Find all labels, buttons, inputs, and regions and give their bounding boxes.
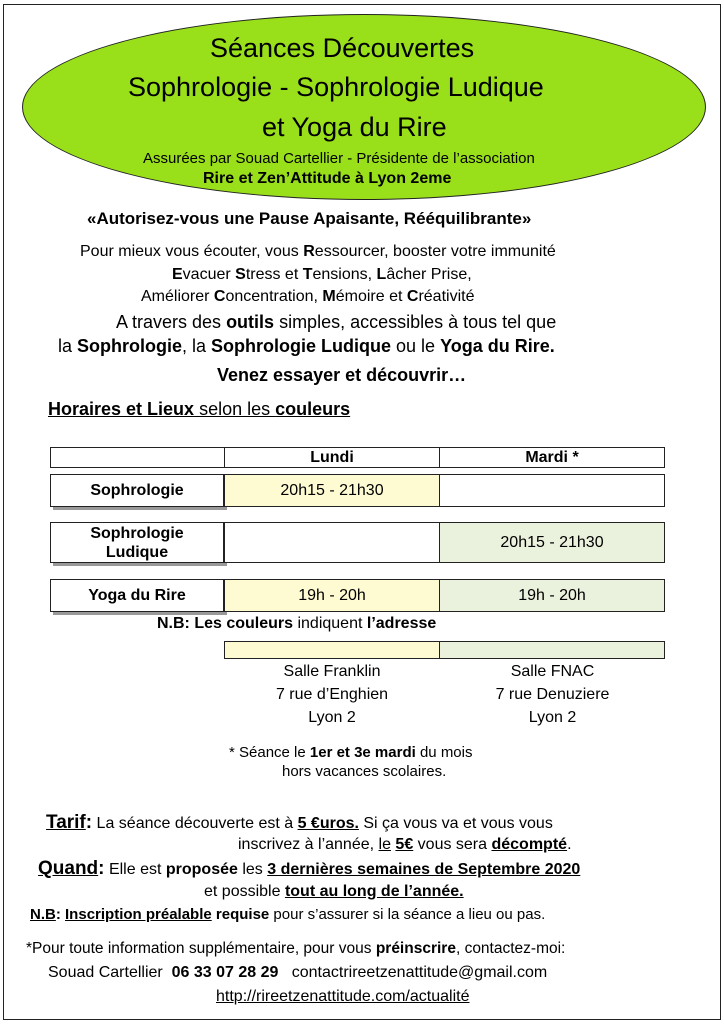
row-label-sophrologie-ludique: Sophrologie Ludique: [50, 522, 224, 563]
contact-email[interactable]: contactrireetzenattitude@gmail.com: [291, 964, 548, 981]
column-header-lundi: Lundi: [224, 447, 440, 468]
location-swatch-franklin: [224, 641, 440, 659]
cell-sophrologie-mardi: [440, 474, 665, 507]
footnote-line-2: hors vacances scolaires.: [282, 763, 447, 780]
colour-note: N.B: Les couleurs indiquent l’adresse: [157, 615, 437, 632]
location-name: Salle Franklin: [283, 663, 381, 680]
website-link[interactable]: http://rireetzenattitude.com/actualité: [216, 988, 470, 1005]
title-line-3: et Yoga du Rire: [262, 112, 447, 142]
contact-name: Souad Cartellier: [48, 964, 163, 981]
cell-ludique-lundi: [224, 522, 440, 563]
quand-line-1: Quand: Elle est proposée les 3 dernières semaines de Septembre 2020: [38, 858, 581, 879]
quand-line-2: et possible tout au long de l’année.: [204, 883, 464, 900]
contact-intro: *Pour toute information supplémentaire, pour vous préinscrire, contactez-moi:: [26, 940, 566, 957]
location-fnac: [440, 660, 665, 729]
contact-phone[interactable]: 06 33 07 28 29: [171, 964, 279, 981]
slogan: «Autorisez-vous une Pause Apaisante, Rééquilibrante»: [87, 209, 532, 228]
call-to-action: Venez essayer et découvrir…: [217, 365, 467, 385]
row-label-sophrologie: Sophrologie: [50, 474, 224, 507]
contact-details: [48, 964, 547, 982]
column-header-mardi: Mardi *: [440, 447, 665, 468]
tarif-line-1: Tarif: La séance découverte est à 5 €uros. Si ça vous va et vous vous: [46, 812, 553, 833]
association-name: Rire et Zen’Attitude à Lyon 2eme: [203, 170, 452, 187]
title-line-2: Sophrologie - Sophrologie Ludique: [128, 72, 544, 102]
intro-line-1: Pour mieux vous écouter, vous Ressourcer, booster votre immunité: [80, 243, 556, 260]
location-city: Lyon 2: [528, 709, 577, 726]
location-street: 7 rue Denuziere: [495, 686, 610, 703]
intro-line-5: la Sophrologie, la Sophrologie Ludique ou le Yoga du Rire.: [58, 336, 555, 356]
row-label-yoga-du-rire: Yoga du Rire: [50, 579, 224, 612]
table-corner: [50, 447, 224, 468]
cell-ludique-mardi: 20h15 - 21h30: [440, 522, 665, 563]
intro-line-2: Evacuer Stress et Tensions, Lâcher Prise,: [172, 266, 472, 283]
cell-yoga-lundi: 19h - 20h: [224, 579, 440, 612]
schedule-heading: Horaires et Lieux selon les couleurs: [48, 399, 351, 419]
registration-note: N.B: Inscription préalable requise pour s’assurer si la séance a lieu ou pas.: [30, 906, 546, 923]
location-city: Lyon 2: [308, 709, 356, 726]
subtitle: Assurées par Souad Cartellier - Présidente de l’association: [143, 150, 535, 167]
footnote-line-1: * Séance le 1er et 3e mardi du mois: [229, 744, 473, 761]
cell-sophrologie-lundi: 20h15 - 21h30: [224, 474, 440, 507]
cell-yoga-mardi: 19h - 20h: [440, 579, 665, 612]
location-swatch-fnac: [440, 641, 665, 659]
title-line-1: Séances Découvertes: [210, 33, 475, 63]
tarif-line-2: inscrivez à l’année, le 5€ vous sera décompté.: [238, 836, 572, 853]
intro-line-4: A travers des outils simples, accessibles à tous tel que: [116, 312, 557, 332]
intro-line-3: Améliorer Concentration, Mémoire et Créativité: [141, 288, 475, 305]
location-name: Salle FNAC: [510, 663, 595, 680]
location-franklin: [224, 660, 440, 729]
location-street: 7 rue d’Enghien: [275, 686, 389, 703]
